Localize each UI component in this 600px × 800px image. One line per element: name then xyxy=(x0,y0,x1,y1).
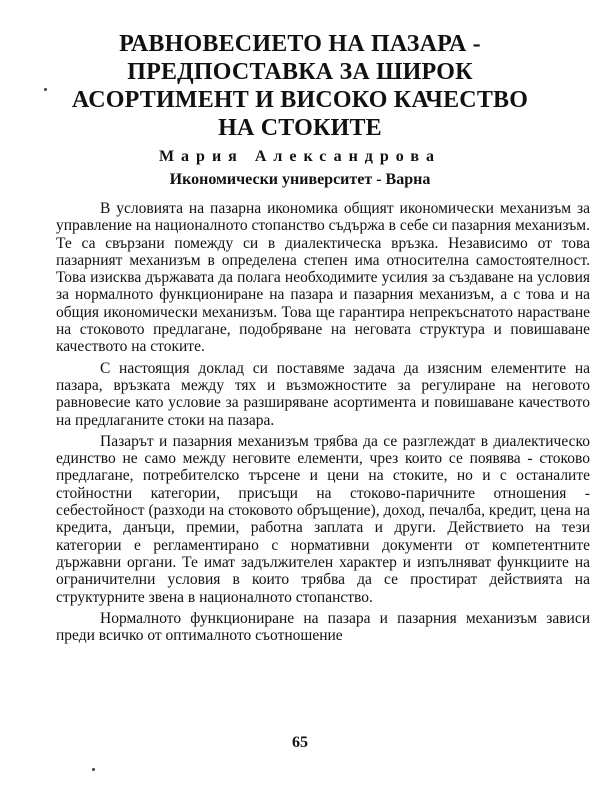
author-name: Мария Александрова xyxy=(158,148,442,165)
paper-title xyxy=(0,30,600,142)
body-paragraph: Пазарът и пазарния механизъм трябва да се разглеждат в диалектическо единство не само между неговите елементи, чрез които се появява - стоково предлагане, потребителско търсене и цени на стоките, но и с останалите стойностни категории, присъщи на стоково-паричните отношения - себестойност (разходи на стоковото обръщение), доход, печалба, кредит, цена на кредита, данъци, премии, работна заплата и други. Действието на тези категории е регламентирано с нормативни документи от компетентните държавни органи. Те имат задължителен характер и изпълняват функциите на ограничителни условия в които трябва да се простират действията на структурните звена в националното стопанство. xyxy=(56,432,590,606)
paper-body xyxy=(56,200,590,648)
page-number: 65 xyxy=(292,734,308,751)
title-line: ПРЕДПОСТАВКА ЗА ШИРОК xyxy=(127,59,473,85)
title-line: НА СТОКИТЕ xyxy=(218,115,382,141)
title-line: АСОРТИМЕНТ И ВИСОКО КАЧЕСТВО xyxy=(71,87,529,113)
body-paragraph: В условията на пазарна икономика общият икономически механизъм за управление на националното стопанство съдържа в себе си пазарния механизъм. Те са свързани помежду си в диалектическа връзка. Независимо от това пазарният механизъм в определена степен има относителна самостоятелност. Това изисква държавата да полага необходимите усилия за създаване на условия за нормалното функциониране на пазара и пазарния механизъм, а с това и на общия икономически механизъм. Това ще гарантира непрекъснатото нарастване на стоковото предлагане, подобряване на неговата структура и повишаване качеството на стоките. xyxy=(56,200,590,356)
body-paragraph: Нормалното функциониране на пазара и пазарния механизъм зависи преди всичко от оптималното съотношение xyxy=(56,609,590,645)
title-line: РАВНОВЕСИЕТО НА ПАЗАРА - xyxy=(119,31,481,57)
body-paragraph: С настоящия доклад си поставяме задача да изясним елементите на пазара, връзката между тях и възможностите за регулиране на неговото равновесие като условие за разширяване асортимента и повишаване качеството на предлаганите стоки на пазара. xyxy=(56,359,590,429)
scan-speck xyxy=(44,88,47,91)
scan-speck xyxy=(92,768,95,771)
author-affiliation: Икономически университет - Варна xyxy=(169,171,431,188)
